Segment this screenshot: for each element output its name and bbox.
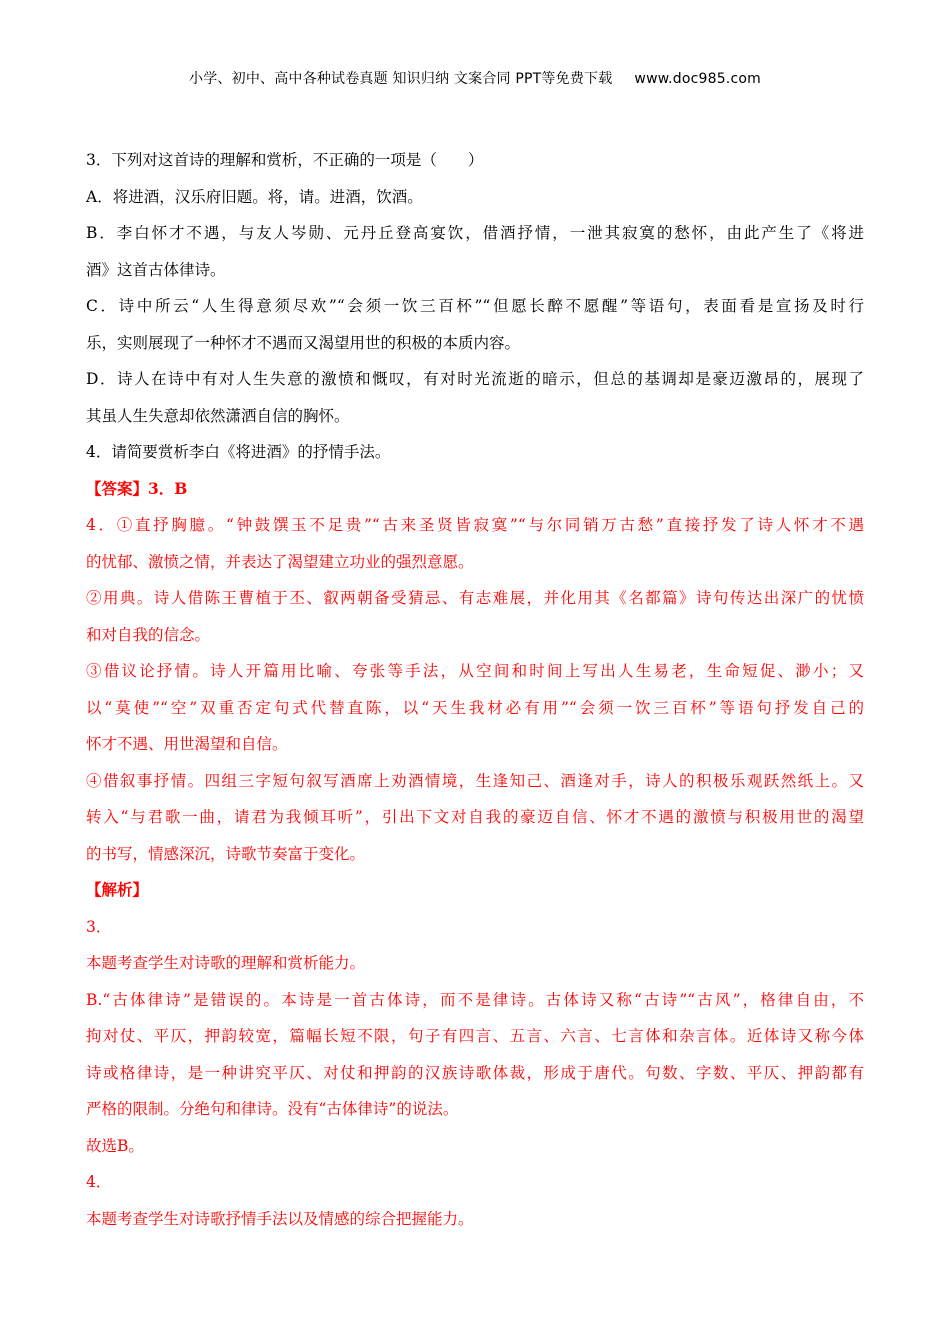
document-body [86,142,864,1237]
text-line: 本题考查学生对诗歌的理解和赏析能力。 [86,954,366,972]
text-line: ②用典。诗人借陈王曹植于丕、叡两朝备受猜忌、有志难展，并化用其《名都篇》诗句传达出深广的忧愤 [86,589,864,607]
text-line: 【解析】 [86,880,149,899]
text-line: 【答案】3．B [86,478,188,498]
text-line: 转入“与君歌一曲，请君为我倾耳听”，引出下文对自我的豪迈自信、怀才不遇的激愤与积极用世的渴望 [86,808,864,826]
page-header [0,68,950,88]
header-url: www.doc985.com [634,71,761,87]
text-line: 3．下列对这首诗的理解和赏析，不正确的一项是（ ） [86,151,484,169]
text-line: 本题考查学生对诗歌抒情手法以及情感的综合把握能力。 [86,1209,474,1228]
text-line: ③借议论抒情。诗人开篇用比喻、夸张等手法，从空间和时间上写出人生易老，生命短促、渺小；又 [86,662,864,680]
text-line: B.“古体律诗”是错误的。本诗是一首古体诗，而不是律诗。古体诗又称“古诗”“古风”，格律自由，不 [86,990,864,1009]
text-line: 其虽人生失意却依然潇洒自信的胸怀。 [86,406,350,425]
text-line: 故选B。 [86,1136,144,1155]
text-line: ④借叙事抒情。四组三字短句叙写酒席上劝酒情境，生逢知己、酒逢对手，诗人的积极乐观跃然纸上。又 [86,771,864,790]
text-line: D．诗人在诗中有对人生失意的激愤和慨叹，有对时光流逝的暗示，但总的基调却是豪迈激昂的，展现了 [86,370,864,388]
text-line: 以“莫使”“空”双重否定句式代替直陈，以“天生我材必有用”“会须一饮三百杯”等语句抒发自己的 [86,698,864,717]
text-line: 拘对仗、平仄，押韵较宽，篇幅长短不限，句子有四言、五言、六言、七言体和杂言体。近体诗又称今体 [86,1027,864,1045]
text-line: 严格的限制。分绝句和律诗。没有“古体律诗”的说法。 [86,1100,459,1118]
text-line: 4．请简要赏析李白《将进酒》的抒情手法。 [86,443,391,461]
text-line: C．诗中所云“人生得意须尽欢”“会须一饮三百杯”“但愿长醉不愿醒”等语句，表面看是宣扬及时行 [86,297,864,315]
text-line: 和对自我的信念。 [86,625,211,644]
text-line: A．将进酒，汉乐府旧题。将，请。进酒，饮酒。 [86,187,423,206]
text-line: 4． [86,1173,112,1191]
header-text: 小学、初中、高中各种试卷真题 知识归纳 文案合同 PPT等免费下载 [189,71,613,87]
text-line: 乐，实则展现了一种怀才不遇而又渴望用世的积极的本质内容。 [86,333,521,352]
text-line: 诗或格律诗，是一种讲究平仄、对仗和押韵的汉族诗歌体裁，形成于唐代。句数、字数、平仄、押韵都有 [86,1063,864,1082]
text-line: 3． [86,917,112,936]
text-line: 的忧郁、激愤之情，并表达了渴望建立功业的强烈意愿。 [86,552,474,571]
text-line: 的书写，情感深沉，诗歌节奏富于变化。 [86,844,366,863]
text-line: 酒》这首古体律诗。 [86,260,226,279]
text-line: 怀才不遇、用世渴望和自信。 [86,735,288,753]
text-line: B．李白怀才不遇，与友人岑勋、元丹丘登高宴饮，借酒抒情，一泄其寂寞的愁怀，由此产生了《将进 [86,224,864,242]
text-line: 4．①直抒胸臆。“钟鼓馔玉不足贵”“古来圣贤皆寂寞”“与尔同销万古愁”直接抒发了诗人怀才不遇 [86,516,864,534]
